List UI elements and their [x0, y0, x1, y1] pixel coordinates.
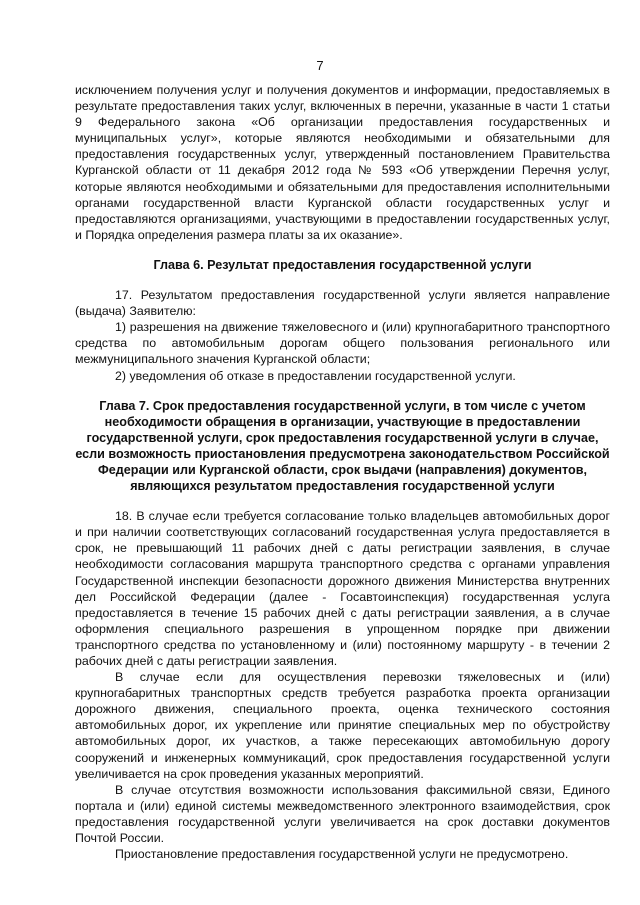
- paragraph-17-item-2: 2) уведомления об отказе в предоставлении государственной услуги.: [115, 368, 516, 383]
- page-number: 7: [316, 58, 324, 73]
- document-body: [75, 82, 610, 862]
- paragraph-17: 17. Результатом предоставления государственной услуги является направление (выдача) Заявителю:: [75, 288, 610, 319]
- continuation-paragraph: исключением получения услуг и получения документов и информации, предоставляемых в результате предоставления таких услуг, включенных в перечни, указанные в части 1 статьи 9 Федерального закона «Об организации предоставления государственных и муниципальных услуг», которые являются необходимыми и обязательными для предоставления государственных услуг, утвержденный постановлением Правительства Курганской области от 11 декабря 2012 года № 593 «Об утверждении Перечня услуг, которые являются необходимыми и обязательными для предоставления исполнительными органами государственной власти Курганской области государственных услуг и предоставляются организациями, участвующими в предоставлении государственных услуг, и Порядка определения размера платы за их оказание».: [75, 83, 610, 242]
- paragraph-suspension: Приостановление предоставления государственной услуги не предусмотрено.: [115, 847, 569, 862]
- chapter-7-heading: Глава 7. Срок предоставления государственной услуги, в том числе с учетом необходимости обращения в организации, участвующие в предоставлении государственной услуги, срок предоставления государственной услуги в случае, если возможность приостановления предусмотрена законодательством Российской Федерации или Курганской области, срок выдачи (направления) документов, являющихся результатом предоставления государственной услуги: [75, 398, 610, 494]
- paragraph-17-item-1: 1) разрешения на движение тяжеловесного и (или) крупногабаритного транспортного средства по автомобильным дорогам общего пользования регионального или межмуниципального значения Курганской области;: [75, 320, 610, 367]
- paragraph-heavy-transport: В случае если для осуществления перевозки тяжеловесных и (или) крупногабаритных транспортных средств требуется разработка проекта организации дорожного движения, специального проекта, оценка технического состояния автомобильных дорог, их укрепление или принятие специальных мер по обустройству автомобильных дорог, их участков, а также пересекающих автомобильную дорогу сооружений и инженерных коммуникаций, срок предоставления государственной услуги увеличивается на срок проведения указанных мероприятий.: [75, 670, 610, 781]
- chapter-6-heading: Глава 6. Результат предоставления государственной услуги: [153, 257, 532, 272]
- paragraph-fax-delay: В случае отсутствия возможности использования факсимильной связи, Единого портала и (или) единой системы межведомственного электронного взаимодействия, срок предоставления государственной услуги увеличивается на срок доставки документов Почтой России.: [75, 782, 610, 846]
- paragraph-18: 18. В случае если требуется согласование только владельцев автомобильных дорог и при наличии соответствующих согласований государственная услуга предоставляется в срок, не превышающий 11 рабочих дней с даты регистрации заявления, в случае необходимости согласования маршрута транспортного средства с органами управления Государственной инспекции безопасности дорожного движения Министерства внутренних дел Российской Федерации (далее - Госавтоинспекция) государственная услуга предоставляется в течение 15 рабочих дней с даты регистрации заявления, а в случае оформления специального разрешения в упрощенном порядке при движении транспортного средства по установленному и (или) постоянному маршруту - в течении 2 рабочих дней с даты регистрации заявления.: [75, 509, 610, 668]
